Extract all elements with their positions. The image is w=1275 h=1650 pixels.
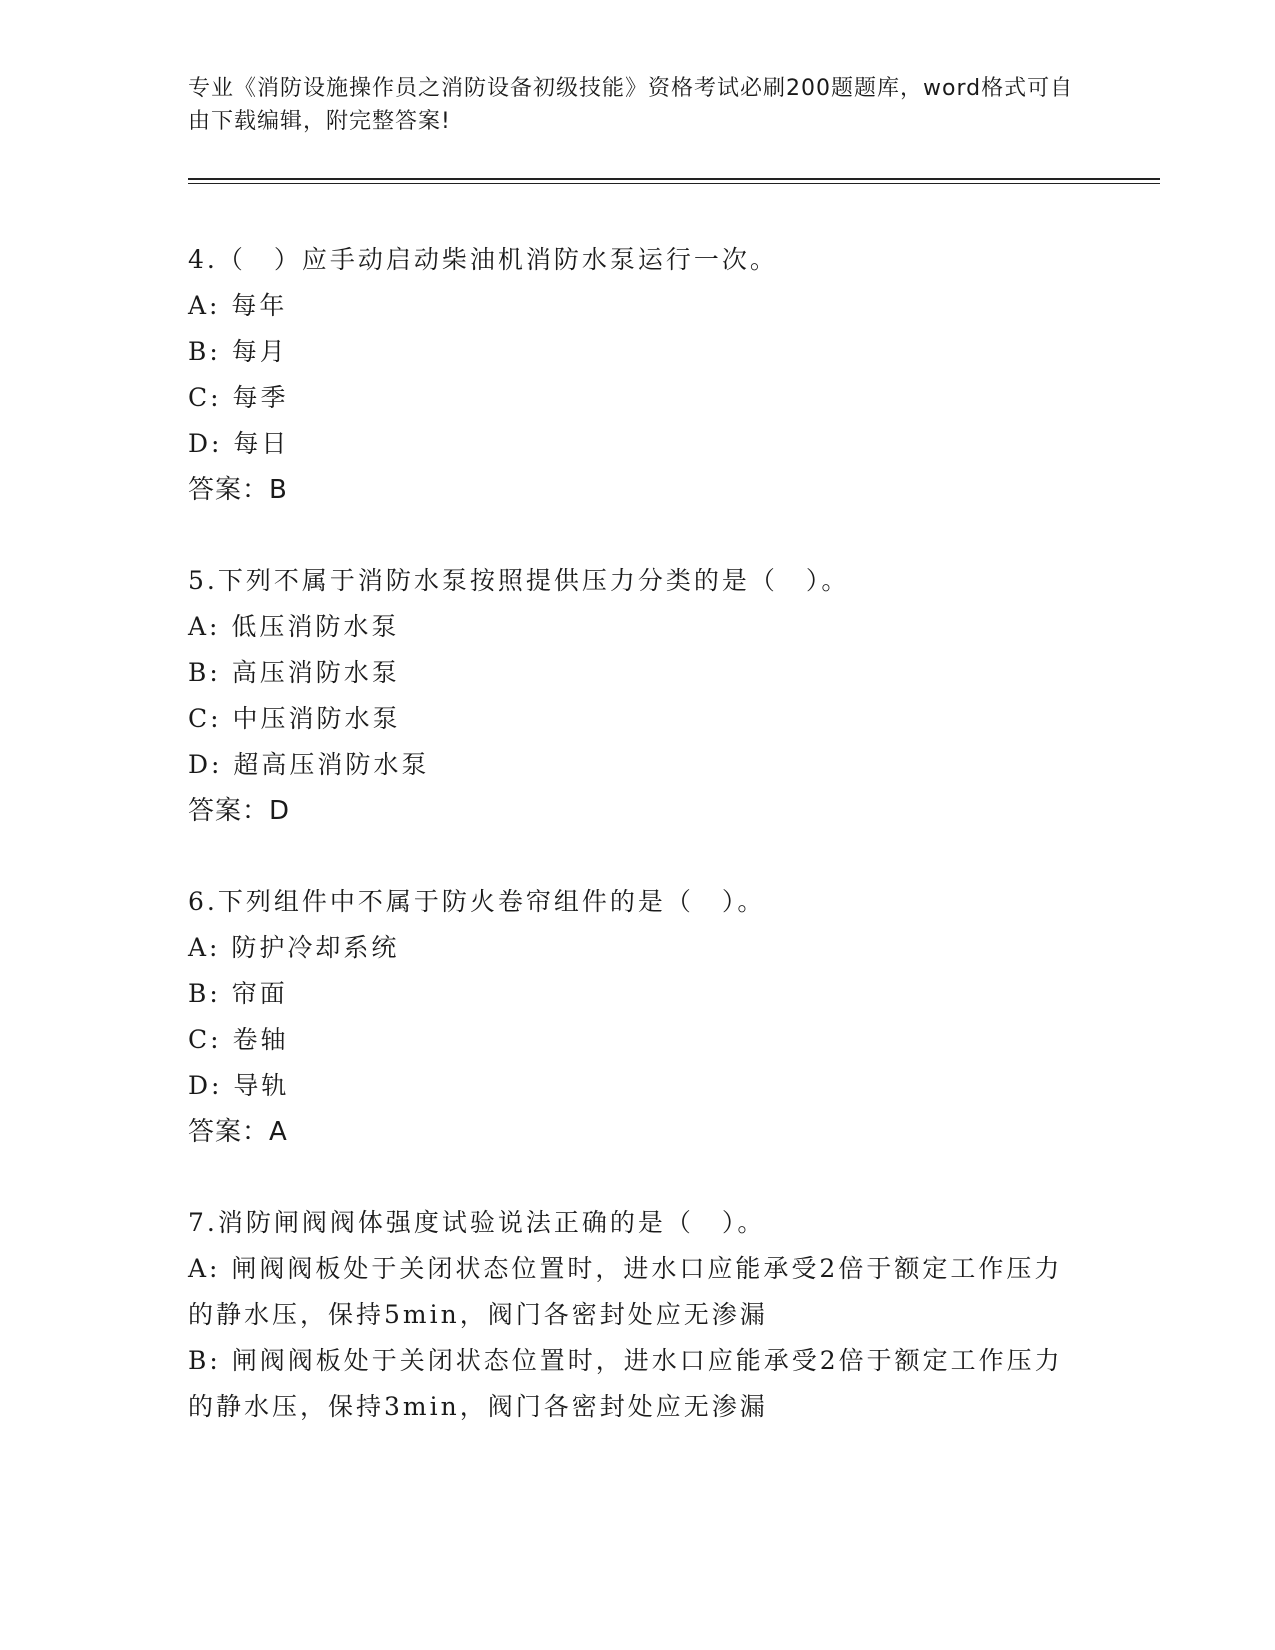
option-d: D: 超高压消防水泵 xyxy=(188,750,430,779)
option-a: A: 低压消防水泵 xyxy=(188,612,400,641)
question-stem: 5.下列不属于消防水泵按照提供压力分类的是（ ）。 xyxy=(188,566,850,595)
option-b: B: 高压消防水泵 xyxy=(188,658,400,687)
option-b: B: 帘面 xyxy=(188,979,288,1008)
option-d: D: 导轨 xyxy=(188,1071,290,1100)
header-divider-thin xyxy=(188,183,1160,184)
answer: 答案：D xyxy=(188,796,291,826)
header-divider xyxy=(188,178,1160,180)
option-b: B: 闸阀阀板处于关闭状态位置时，进水口应能承受2倍于额定工作压力的静水压，保持3min，阀门各密封处应无渗漏 xyxy=(188,1346,1063,1421)
question-stem: 6.下列组件中不属于防火卷帘组件的是（ ）。 xyxy=(188,887,766,916)
option-a: A: 闸阀阀板处于关闭状态位置时，进水口应能承受2倍于额定工作压力的静水压，保持5min，阀门各密封处应无渗漏 xyxy=(188,1254,1063,1329)
answer: 答案：A xyxy=(188,1117,288,1147)
option-d: D: 每日 xyxy=(188,429,290,458)
option-c: C: 卷轴 xyxy=(188,1025,289,1054)
question-7 xyxy=(188,1200,1088,1430)
question-stem: 4.（ ）应手动启动柴油机消防水泵运行一次。 xyxy=(188,245,778,274)
option-c: C: 每季 xyxy=(188,383,289,412)
question-5 xyxy=(188,558,1088,834)
option-c: C: 中压消防水泵 xyxy=(188,704,401,733)
question-stem: 7.消防闸阀阀体强度试验说法正确的是（ ）。 xyxy=(188,1208,766,1237)
question-4 xyxy=(188,237,1088,513)
option-b: B: 每月 xyxy=(188,337,288,366)
option-a: A: 防护冷却系统 xyxy=(188,933,400,962)
option-a: A: 每年 xyxy=(188,291,288,320)
answer: 答案：B xyxy=(188,475,288,505)
document-header: 专业《消防设施操作员之消防设备初级技能》资格考试必刷200题题库，word格式可自由下载编辑，附完整答案! xyxy=(188,76,1074,134)
question-6 xyxy=(188,879,1088,1155)
